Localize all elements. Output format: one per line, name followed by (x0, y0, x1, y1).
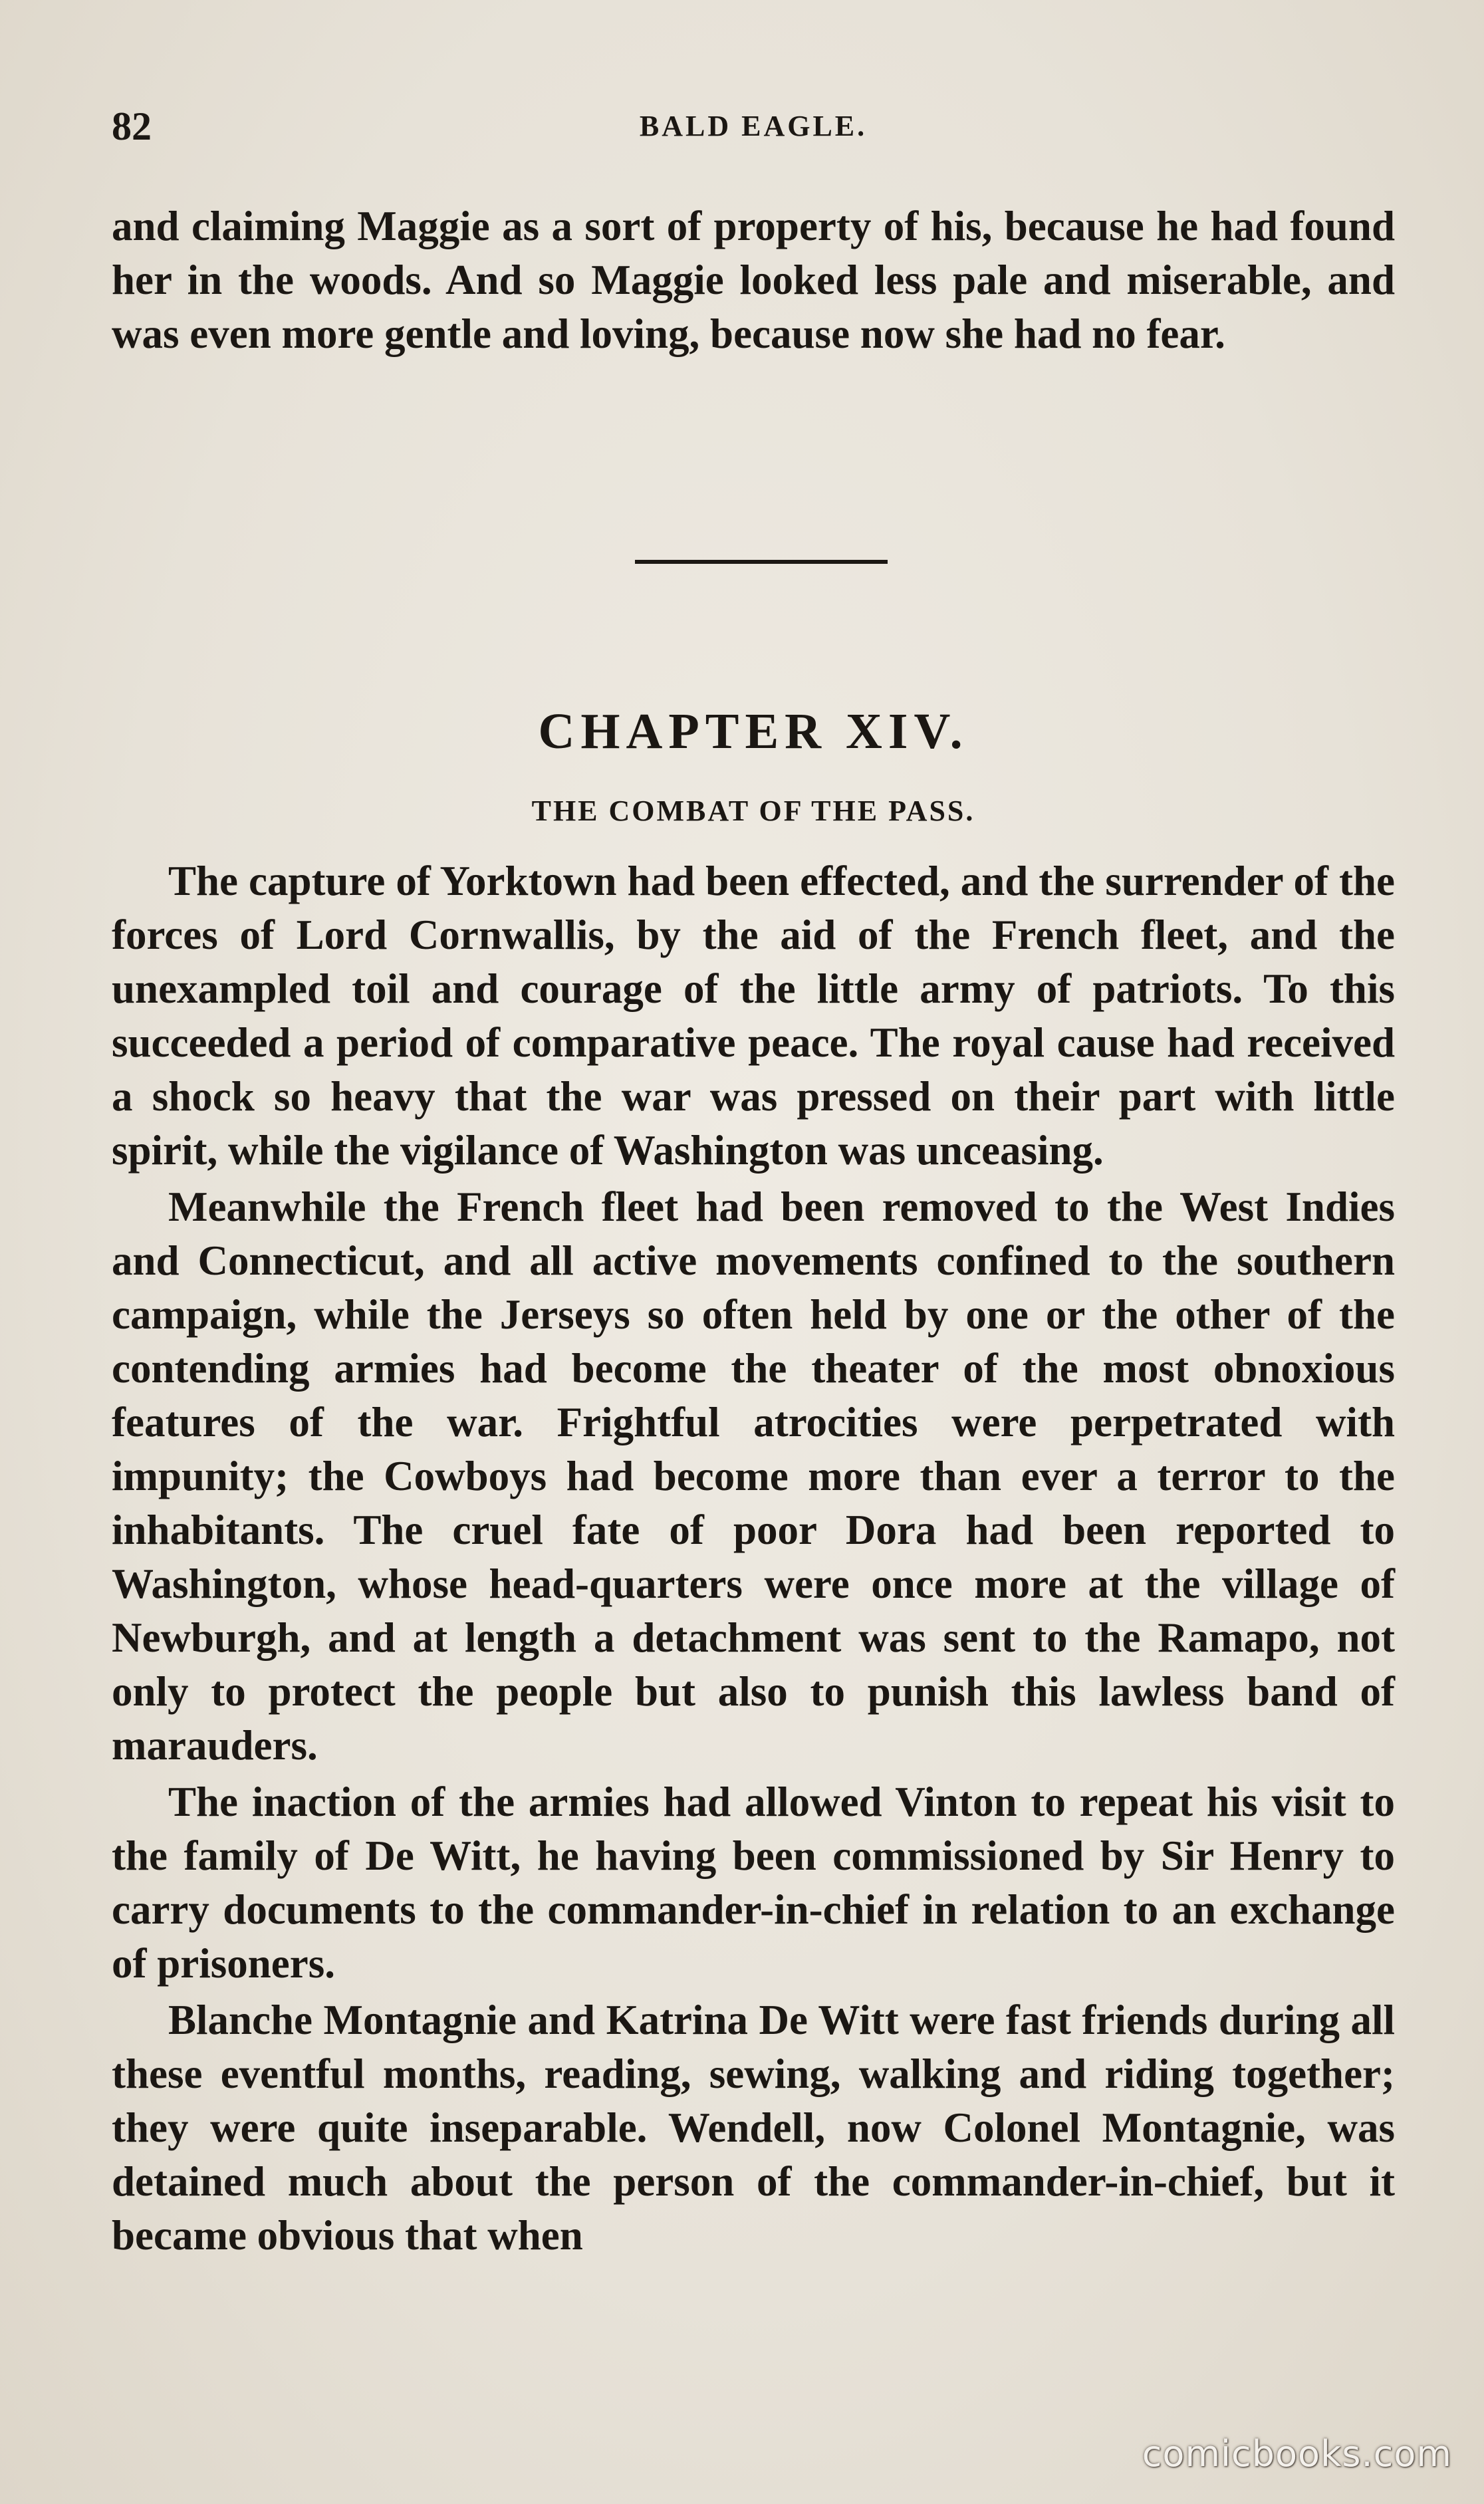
chapter-heading: CHAPTER XIV. (538, 703, 969, 759)
running-title: BALD EAGLE. (639, 110, 868, 142)
section-divider (635, 560, 888, 564)
watermark: comicbooks.com (1142, 2433, 1452, 2475)
page-number: 82 (112, 104, 152, 148)
chapter-body (112, 854, 1395, 2263)
chapter-subtitle: THE COMBAT OF THE PASS. (531, 795, 975, 827)
paragraph-3: The inaction of the armies had allowed Vinton to repeat his visit to the family of De Witt, he having been commissioned by Sir Henry to carry documents to the commander-in-chief in relation to an exchange of prisoners. (112, 1779, 1395, 1987)
paragraph-4: Blanche Montagnie and Katrina De Witt were fast friends during all these eventful months, reading, sewing, walking and riding together; they were quite inseparable. Wendell, now Colonel Montagnie, was detained much about the person of the commander-in-chief, but it became obvious that when (112, 1997, 1395, 2259)
paragraph-2: Meanwhile the French fleet had been removed to the West Indies and Connecticut, and all active movements confined to the southern campaign, while the Jerseys so often held by one or the other of the contending armies had become the theater of the most obnoxious features of the war. Frightful atrocities were perpetrated with impunity; the Cowboys had become more than ever a terror to the inhabitants. The cruel fate of poor Dora had been reported to Washington, whose head-quarters were once more at the village of Newburgh, and at length a detachment was sent to the Ramapo, not only to protect the people but also to punish this lawless band of marauders. (112, 1184, 1395, 1769)
paragraph-1: The capture of Yorktown had been effected, and the surrender of the forces of Lord Cornwallis, by the aid of the French fleet, and the unexampled toil and courage of the little army of patriots. To this succeeded a period of comparative peace. The royal cause had received a shock so heavy that the war was pressed on their part with little spirit, while the vigilance of Washington was unceasing. (112, 858, 1395, 1174)
continued-text: and claiming Maggie as a sort of property of his, because he had found her in the woods. And so Maggie looked less pale and miserable, and was even more gentle and loving, because now she had no fear. (112, 203, 1395, 357)
continued-paragraph (112, 199, 1395, 361)
page-header (112, 100, 1395, 153)
